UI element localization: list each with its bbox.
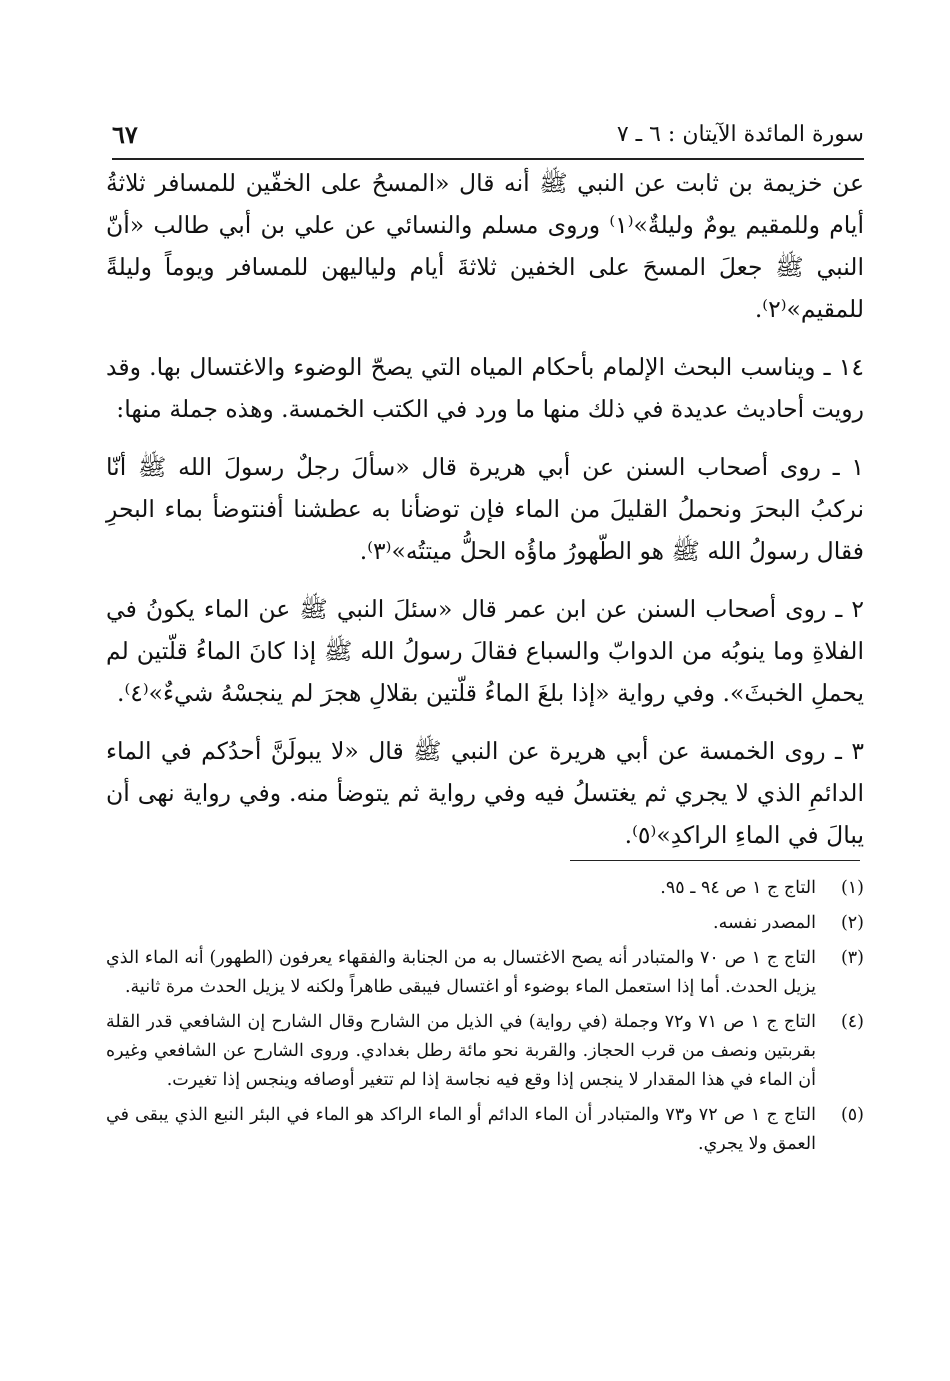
paragraph: ١٤ ـ ويناسب البحث الإلمام بأحكام المياه التي يصحّ الوضوء والاغتسال بها. وقد رويت أحاديث عديدة في ذلك منها ما ورد في الكتب الخمسة. وهذه جملة منها: bbox=[106, 353, 864, 423]
footnote-number: (٥) bbox=[840, 1105, 864, 1125]
footnote-text: المصدر نفسه. bbox=[713, 913, 816, 933]
footnote-number: (٢) bbox=[840, 913, 864, 933]
footnote-text: التاج ج ١ ص ٧١ و٧٢ وجملة (في رواية) في الذيل من الشارح وقال الشارح إن الشافعي قدر القلة بقربتين ونصف من قرب الحجاز. والقربة نحو مائة رطل بغدادي. وروى الشارح عن الشافعي وغيره أن الماء في هذا المقدار لا ينجس إذا وقع فيه نجاسة إذا لم تتغير أوصافه وينجس إذا تغيرت. bbox=[106, 1012, 816, 1090]
paragraph: ٣ ـ روى الخمسة عن أبي هريرة عن النبي ﷺ قال «لا يبولَنَّ أحدُكم في الماء الدائمِ الذي لا يجري ثم يغتسلُ فيه وفي رواية ثم يتوضأ منه. وفي رواية نهى أن يبالَ في الماءِ الراكدِ»⁽٥⁾. bbox=[106, 737, 864, 849]
footnote-text: التاج ج ١ ص ٧٠ والمتبادر أنه يصح الاغتسال به من الجنابة والفقهاء يعرفون (الطهور) أنه الماء الذي يزيل الحدث. أما إذا استعمل الماء بوضوء أو اغتسال فيبقى طاهراً ولكنه لا يزيل الحدث مرة ثانية. bbox=[106, 948, 816, 997]
running-header bbox=[112, 118, 864, 160]
footnote bbox=[106, 909, 864, 938]
main-text bbox=[106, 162, 864, 872]
footnotes bbox=[106, 874, 864, 1165]
paragraph: عن خزيمة بن ثابت عن النبي ﷺ أنه قال «المسحُ على الخفّين للمسافر ثلاثةُ أيام وللمقيم يومٌ وليلةٌ»⁽١⁾ وروى مسلم والنسائي عن علي بن أبي طالب «أنّ النبي ﷺ جعلَ المسحَ على الخفين ثلاثةَ أيام ولياليهن للمسافر ويوماً وليلةً للمقيم»⁽٢⁾. bbox=[106, 169, 864, 323]
paragraph: ١ ـ روى أصحاب السنن عن أبي هريرة قال «سألَ رجلٌ رسولَ الله ﷺ أنّا نركبُ البحرَ ونحملُ القليلَ من الماء فإن توضأنا به عطشنا أفنتوضأ بماء البحرِ فقال رسولُ الله ﷺ هو الطّهورُ ماؤُه الحلُّ ميتتُه»⁽٣⁾. bbox=[106, 453, 864, 565]
footnote bbox=[106, 1101, 864, 1159]
footnote bbox=[106, 874, 864, 903]
footnote-number: (٣) bbox=[840, 948, 864, 968]
header-title: سورة المائدة الآيتان : ٦ ـ ٧ bbox=[616, 122, 864, 147]
footnote-separator bbox=[570, 860, 860, 861]
footnote bbox=[106, 1008, 864, 1095]
page-number: ٦٧ bbox=[112, 120, 138, 149]
footnote-text: التاج ج ١ ص ٩٤ ـ ٩٥. bbox=[660, 878, 816, 898]
paragraph: ٢ ـ روى أصحاب السنن عن ابن عمر قال «سئلَ النبي ﷺ عن الماء يكونُ في الفلاةِ وما ينوبُه من الدوابّ والسباع فقالَ رسولُ الله ﷺ إذا كانَ الماءُ قلّتين لم يحملِ الخبثَ». وفي رواية «إذا بلغَ الماءُ قلّتين بقلالِ هجرَ لم ينجسْهُ شيءٌ»⁽٤⁾. bbox=[106, 595, 864, 707]
footnote-number: (٤) bbox=[840, 1012, 864, 1032]
footnote-number: (١) bbox=[840, 878, 864, 898]
footnote-text: التاج ج ١ ص ٧٢ و٧٣ والمتبادر أن الماء الدائم أو الماء الراكد هو الماء في البئر النبع الذي يبقى في العمق ولا يجري. bbox=[106, 1105, 816, 1154]
footnote bbox=[106, 944, 864, 1002]
